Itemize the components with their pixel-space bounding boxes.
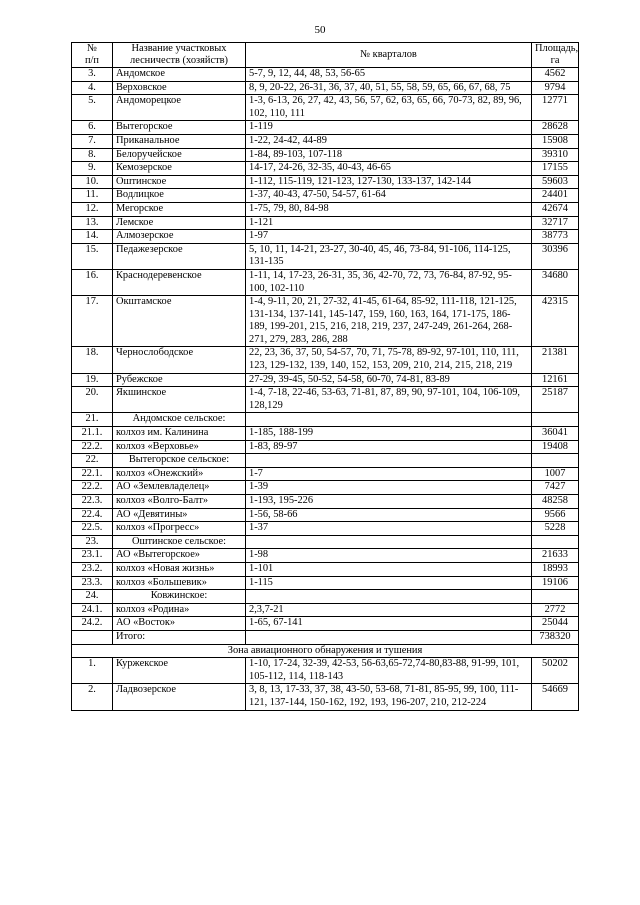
row-name: Педажезерское: [113, 243, 246, 269]
table-row: [72, 658, 579, 684]
row-number: 22.3.: [72, 495, 113, 509]
row-quarters: 1-37: [246, 522, 532, 536]
row-area: 9566: [532, 508, 579, 522]
row-name: колхоз «Онежский»: [113, 467, 246, 481]
row-number: 22.1.: [72, 467, 113, 481]
row-quarters: 1-39: [246, 481, 532, 495]
table-row: [72, 216, 579, 230]
row-quarters: 14-17, 24-26, 32-35, 40-43, 46-65: [246, 162, 532, 176]
row-area: 32717: [532, 216, 579, 230]
row-number: 19.: [72, 373, 113, 387]
row-name: АО «Девятины»: [113, 508, 246, 522]
row-area: 42315: [532, 296, 579, 347]
table-row: [72, 522, 579, 536]
row-quarters: [246, 454, 532, 468]
row-name: колхоз «Новая жизнь»: [113, 562, 246, 576]
row-number: 5.: [72, 95, 113, 121]
row-area: 7427: [532, 481, 579, 495]
table-row: [72, 590, 579, 604]
row-name: Лемское: [113, 216, 246, 230]
table-row: [72, 508, 579, 522]
row-name: АО «Восток»: [113, 617, 246, 631]
row-number: 24.: [72, 590, 113, 604]
row-name: колхоз «Верховье»: [113, 440, 246, 454]
row-name: Рубежское: [113, 373, 246, 387]
table-row: [72, 296, 579, 347]
row-number: [72, 630, 113, 644]
row-name: Белоручейское: [113, 148, 246, 162]
table-row: [72, 373, 579, 387]
row-quarters: 8, 9, 20-22, 26-31, 36, 37, 40, 51, 55, 58, 59, 65, 66, 67, 68, 75: [246, 81, 532, 95]
row-quarters: 1-193, 195-226: [246, 495, 532, 509]
row-area: 39310: [532, 148, 579, 162]
row-name: Якшинское: [113, 387, 246, 413]
row-number: 3.: [72, 68, 113, 82]
row-quarters: 1-4, 7-18, 22-46, 53-63, 71-81, 87, 89, 90, 97-101, 104, 106-109, 128,129: [246, 387, 532, 413]
table-row: [72, 427, 579, 441]
row-area: 19106: [532, 576, 579, 590]
row-name: колхоз «Большевик»: [113, 576, 246, 590]
row-area: 4562: [532, 68, 579, 82]
row-number: 7.: [72, 134, 113, 148]
row-area: 2772: [532, 603, 579, 617]
row-area: 9794: [532, 81, 579, 95]
row-number: 10.: [72, 175, 113, 189]
row-name: колхоз «Родина»: [113, 603, 246, 617]
row-name: Андомское: [113, 68, 246, 82]
row-name: Окштамское: [113, 296, 246, 347]
row-name: Чернослободское: [113, 347, 246, 373]
row-area: [532, 413, 579, 427]
table-header-row: [72, 43, 579, 68]
row-area: 34680: [532, 269, 579, 295]
zone-title: Зона авиационного обнаружения и тушения: [72, 644, 579, 658]
header-quarters: № кварталов: [246, 43, 532, 68]
table-row: [72, 576, 579, 590]
row-number: 6.: [72, 121, 113, 135]
row-number: 11.: [72, 189, 113, 203]
row-quarters: 1-115: [246, 576, 532, 590]
row-quarters: 1-121: [246, 216, 532, 230]
row-area: 28628: [532, 121, 579, 135]
row-name: Верховское: [113, 81, 246, 95]
row-quarters: 1-101: [246, 562, 532, 576]
row-number: 4.: [72, 81, 113, 95]
row-quarters: 5, 10, 11, 14-21, 23-27, 30-40, 45, 46, 73-84, 91-106, 114-125, 131-135: [246, 243, 532, 269]
row-number: 18.: [72, 347, 113, 373]
row-area: [532, 590, 579, 604]
row-number: 23.2.: [72, 562, 113, 576]
table-row: [72, 630, 579, 644]
row-number: 20.: [72, 387, 113, 413]
row-quarters: 1-65, 67-141: [246, 617, 532, 631]
row-area: 48258: [532, 495, 579, 509]
table-row: [72, 481, 579, 495]
row-area: 15908: [532, 134, 579, 148]
table-row: [72, 562, 579, 576]
row-name: Вытегорское сельское:: [113, 454, 246, 468]
row-number: 1.: [72, 658, 113, 684]
row-quarters: 2,3,7-21: [246, 603, 532, 617]
row-quarters: 1-10, 17-24, 32-39, 42-53, 56-63,65-72,74-80,83-88, 91-99, 101, 105-112, 114, 118-143: [246, 658, 532, 684]
table-row: [72, 549, 579, 563]
table-row: [72, 95, 579, 121]
row-number: 22.2.: [72, 481, 113, 495]
row-area: 21633: [532, 549, 579, 563]
row-name: Куржекское: [113, 658, 246, 684]
row-area: [532, 535, 579, 549]
row-area: [532, 454, 579, 468]
row-area: 12161: [532, 373, 579, 387]
row-area: 21381: [532, 347, 579, 373]
row-area: 50202: [532, 658, 579, 684]
page-number: 50: [314, 24, 326, 36]
table-row: [72, 148, 579, 162]
table-row: [72, 684, 579, 710]
row-quarters: 1-97: [246, 230, 532, 244]
table-row: [72, 68, 579, 82]
row-quarters: 5-7, 9, 12, 44, 48, 53, 56-65: [246, 68, 532, 82]
row-area: 1007: [532, 467, 579, 481]
row-quarters: 22, 23, 36, 37, 50, 54-57, 70, 71, 75-78, 89-92, 97-101, 110, 111, 123, 129-132, 139, 140, 152, 153, 209, 210, 214, 215, 218, 219: [246, 347, 532, 373]
row-number: 9.: [72, 162, 113, 176]
row-name: АО «Землевладелец»: [113, 481, 246, 495]
row-number: 12.: [72, 202, 113, 216]
table-row: [72, 454, 579, 468]
row-quarters: [246, 413, 532, 427]
row-area: 30396: [532, 243, 579, 269]
row-name: Оштинское: [113, 175, 246, 189]
row-name: Андоморецкое: [113, 95, 246, 121]
row-name: колхоз «Волго-Балт»: [113, 495, 246, 509]
row-area: 38773: [532, 230, 579, 244]
table-row: [72, 440, 579, 454]
table-body: [72, 68, 579, 645]
row-area: 5228: [532, 522, 579, 536]
row-quarters: 1-112, 115-119, 121-123, 127-130, 133-137, 142-144: [246, 175, 532, 189]
table-row: [72, 347, 579, 373]
table-row: [72, 121, 579, 135]
row-name: Алмозерское: [113, 230, 246, 244]
row-name: колхоз «Прогресс»: [113, 522, 246, 536]
row-number: 23.: [72, 535, 113, 549]
row-quarters: 1-3, 6-13, 26, 27, 42, 43, 56, 57, 62, 63, 65, 66, 70-73, 82, 89, 96, 102, 110, 111: [246, 95, 532, 121]
row-quarters: 1-4, 9-11, 20, 21, 27-32, 41-45, 61-64, 85-92, 111-118, 121-125, 131-134, 137-141, 145-147, 159, 160, 163, 164, 171-175, 186-189, 199-201, 215, 216, 218, 219, 237, 247-249, 261-264, 268-271, 279, 283, 286, 288: [246, 296, 532, 347]
row-number: 21.: [72, 413, 113, 427]
row-number: 22.2.: [72, 440, 113, 454]
table-row: [72, 230, 579, 244]
table-row: [72, 413, 579, 427]
row-name: Кемозерское: [113, 162, 246, 176]
table-row: [72, 269, 579, 295]
row-quarters: 1-56, 58-66: [246, 508, 532, 522]
row-quarters: 1-83, 89-97: [246, 440, 532, 454]
row-name: Мегорское: [113, 202, 246, 216]
row-quarters: 1-22, 24-42, 44-89: [246, 134, 532, 148]
row-name: Андомское сельское:: [113, 413, 246, 427]
row-number: 13.: [72, 216, 113, 230]
header-num: № п/п: [72, 43, 113, 68]
row-quarters: 1-185, 188-199: [246, 427, 532, 441]
row-number: 15.: [72, 243, 113, 269]
table-row: [72, 202, 579, 216]
row-area: 25187: [532, 387, 579, 413]
row-area: 738320: [532, 630, 579, 644]
row-quarters: 1-84, 89-103, 107-118: [246, 148, 532, 162]
row-area: 24401: [532, 189, 579, 203]
row-quarters: 1-11, 14, 17-23, 26-31, 35, 36, 42-70, 72, 73, 76-84, 87-92, 95-100, 102-110: [246, 269, 532, 295]
row-area: 12771: [532, 95, 579, 121]
row-name: Ладвозерское: [113, 684, 246, 710]
row-name: Оштинское сельское:: [113, 535, 246, 549]
row-name: Вытегорское: [113, 121, 246, 135]
row-number: 17.: [72, 296, 113, 347]
row-area: 19408: [532, 440, 579, 454]
row-quarters: 1-119: [246, 121, 532, 135]
row-quarters: 27-29, 39-45, 50-52, 54-58, 60-70, 74-81, 83-89: [246, 373, 532, 387]
table-row: [72, 387, 579, 413]
row-name: Краснодеревенское: [113, 269, 246, 295]
row-area: 18993: [532, 562, 579, 576]
row-quarters: [246, 535, 532, 549]
row-number: 23.3.: [72, 576, 113, 590]
row-number: 16.: [72, 269, 113, 295]
row-number: 24.1.: [72, 603, 113, 617]
zone-title-row: [72, 644, 579, 658]
row-number: 2.: [72, 684, 113, 710]
row-quarters: 3, 8, 13, 17-33, 37, 38, 43-50, 53-68, 71-81, 85-95, 99, 100, 111-121, 137-144, 150-162, 192, 193, 196-207, 210, 212-224: [246, 684, 532, 710]
row-area: 59603: [532, 175, 579, 189]
table-row: [72, 189, 579, 203]
row-name: Ковжинское:: [113, 590, 246, 604]
row-quarters: [246, 590, 532, 604]
table-row: [72, 617, 579, 631]
zone-body: [72, 644, 579, 710]
row-number: 14.: [72, 230, 113, 244]
table-row: [72, 243, 579, 269]
table-row: [72, 535, 579, 549]
row-name: Водлицкое: [113, 189, 246, 203]
table-row: [72, 134, 579, 148]
row-area: 36041: [532, 427, 579, 441]
row-number: 22.4.: [72, 508, 113, 522]
row-number: 22.5.: [72, 522, 113, 536]
row-name: Итого:: [113, 630, 246, 644]
row-area: 42674: [532, 202, 579, 216]
row-quarters: 1-98: [246, 549, 532, 563]
table-row: [72, 162, 579, 176]
table-row: [72, 603, 579, 617]
table-row: [72, 495, 579, 509]
row-quarters: 1-37, 40-43, 47-50, 54-57, 61-64: [246, 189, 532, 203]
row-quarters: 1-75, 79, 80, 84-98: [246, 202, 532, 216]
row-name: АО «Вытегорское»: [113, 549, 246, 563]
table-row: [72, 175, 579, 189]
row-quarters: 1-7: [246, 467, 532, 481]
row-number: 22.: [72, 454, 113, 468]
table-row: [72, 467, 579, 481]
forestry-table: [71, 42, 579, 711]
row-number: 21.1.: [72, 427, 113, 441]
row-area: 25044: [532, 617, 579, 631]
row-number: 24.2.: [72, 617, 113, 631]
row-area: 54669: [532, 684, 579, 710]
row-quarters: [246, 630, 532, 644]
row-number: 8.: [72, 148, 113, 162]
row-name: Приканальное: [113, 134, 246, 148]
row-area: 17155: [532, 162, 579, 176]
header-area: Площадь, га: [532, 43, 579, 68]
row-name: колхоз им. Калинина: [113, 427, 246, 441]
table-row: [72, 81, 579, 95]
row-number: 23.1.: [72, 549, 113, 563]
header-name: Название участковых лесничеств (хозяйств): [113, 43, 246, 68]
